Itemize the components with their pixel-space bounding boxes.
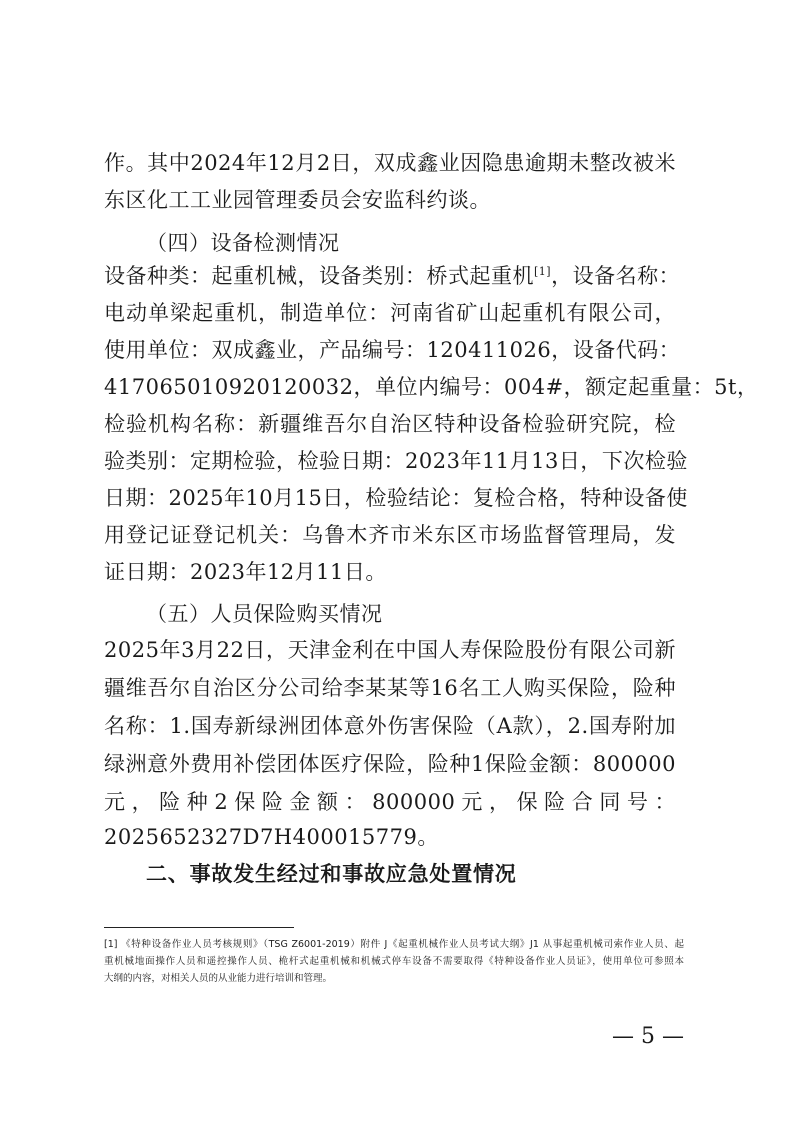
body-line: 作。其中2024年12月2日，双成鑫业因隐患逾期未整改被米 (104, 151, 676, 175)
body-line: 2025年3月22日，天津金利在中国人寿保险股份有限公司新 (104, 638, 676, 662)
section-heading: 二、事故发生经过和事故应急处置情况 (146, 862, 517, 886)
body-line: 417065010920120032，单位内编号：004#，额定起重量：5t， (104, 375, 759, 399)
subheading-equipment-inspection: （四）设备检测情况 (146, 231, 340, 255)
body-line: 绿洲意外费用补偿团体医疗保险，险种1保险金额：800000 (104, 752, 676, 776)
body-line: 日期：2025年10月15日，检验结论：复检合格，特种设备使 (104, 486, 688, 510)
body-line: 名称：1.国寿新绿洲团体意外伤害保险（A款），2.国寿附加 (104, 714, 676, 738)
body-line (104, 259, 681, 293)
footnote-reference[interactable]: [1] (534, 265, 552, 278)
footnote-line: 重机械地面操作人员和遥控操作人员、桅杆式起重机械和机械式停车设备不需要取得《特种设备作业人员证》，使用单位可参照本 (104, 956, 684, 967)
body-line: 电动单梁起重机，制造单位：河南省矿山起重机有限公司， (104, 301, 676, 325)
body-line: 2025652327D7H400015779。 (104, 825, 439, 849)
body-line: 检验机构名称：新疆维吾尔自治区特种设备检验研究院，检 (104, 412, 676, 436)
body-text: ，设备名称： (551, 264, 681, 288)
subheading-insurance: （五）人员保险购买情况 (146, 602, 383, 626)
body-line: 用登记证登记机关：乌鲁木齐市米东区市场监督管理局，发 (104, 523, 676, 547)
body-line: 疆维吾尔自治区分公司给李某某等16名工人购买保险，险种 (104, 676, 676, 700)
footnote-line: 大纲的内容，对相关人员的从业能力进行培训和管理。 (104, 973, 333, 984)
footnote-divider (104, 927, 294, 928)
body-line: 证日期：2023年12月11日。 (104, 560, 387, 584)
footnote-line: [1] 《特种设备作业人员考核规则》（TSG Z6001-2019）附件 J《起重机械作业人员考试大纲》J1 从事起重机械司索作业人员、起 (104, 939, 684, 950)
body-line: 使用单位：双成鑫业，产品编号：120411026，设备代码： (104, 338, 681, 362)
page-number: — 5 — (612, 1024, 684, 1049)
body-text: 设备种类：起重机械，设备类别：桥式起重机 (104, 264, 534, 288)
body-line: 元，险种2保险金额：800000元，保险合同号： (104, 790, 676, 814)
body-line: 验类别：定期检验，检验日期：2023年11月13日，下次检验 (104, 449, 688, 473)
body-line: 东区化工工业园管理委员会安监科约谈。 (104, 188, 491, 212)
